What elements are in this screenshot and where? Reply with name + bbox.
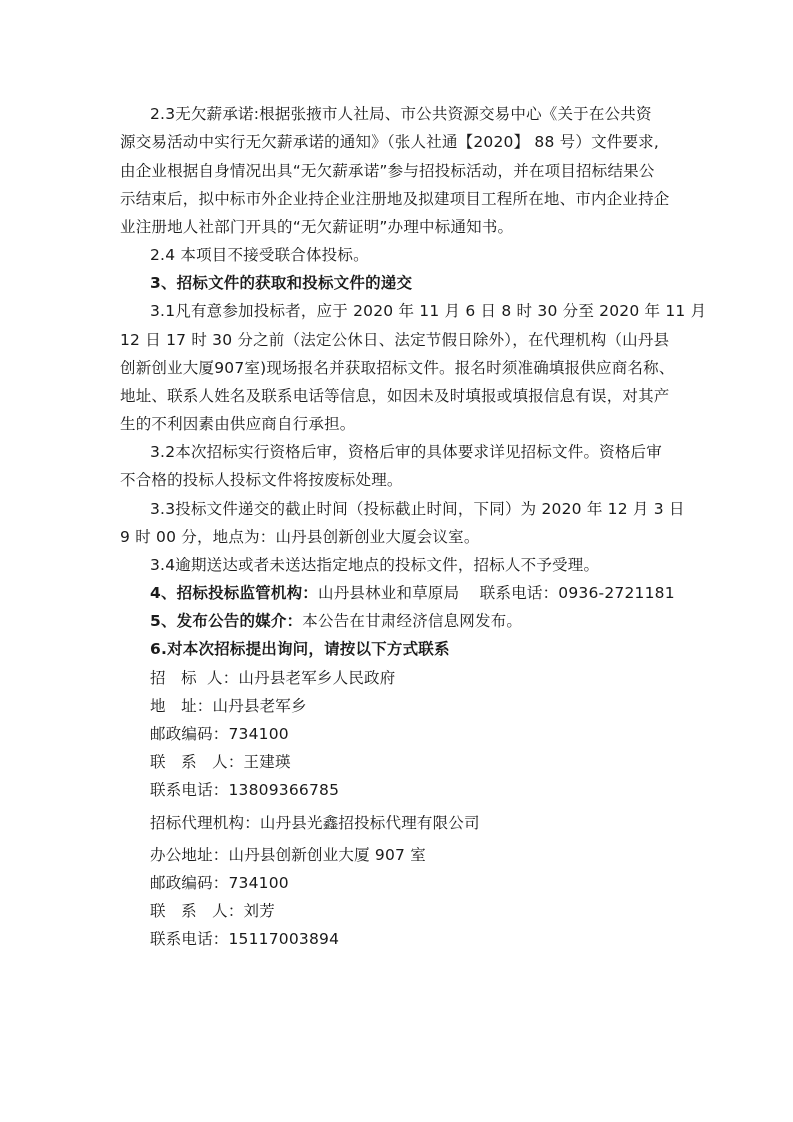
para-3-3-line-1: 3.3投标文件递交的截止时间（投标截止时间，下同）为 2020 年 12 月 3 日 <box>150 500 685 518</box>
para-3-3-line-2: 9 时 00 分，地点为：山丹县创新创业大厦会议室。 <box>120 528 480 546</box>
para-3-1-line-5: 生的不利因素由供应商自行承担。 <box>120 415 356 433</box>
agency-address: 办公地址：山丹县创新创业大厦 907 室 <box>150 846 426 864</box>
agency-postcode: 邮政编码：734100 <box>150 874 289 892</box>
contact-person: 联 系 人：王建瑛 <box>150 753 291 771</box>
para-3-1-line-2: 12 日 17 时 30 分之前（法定公休日、法定节假日除外），在代理机构（山丹县 <box>120 331 670 349</box>
agency-contact-person: 联 系 人：刘芳 <box>150 902 275 920</box>
heading-5 <box>150 611 522 631</box>
para-2-3-line-5: 业注册地人社部门开具的“无欠薪证明”办理中标通知书。 <box>120 218 514 236</box>
contact-tenderer: 招 标 人：山丹县老军乡人民政府 <box>150 669 396 687</box>
heading-5-label: 5、发布公告的媒介： <box>150 612 303 630</box>
heading-4-value: 山丹县林业和草原局 联系电话：0936-2721181 <box>318 584 675 602</box>
heading-3: 3、招标文件的获取和投标文件的递交 <box>150 274 413 292</box>
heading-6: 6.对本次招标提出询问，请按以下方式联系 <box>150 640 450 658</box>
para-2-4: 2.4 本项目不接受联合体投标。 <box>150 246 369 264</box>
para-3-4: 3.4逾期送达或者未送达指定地点的投标文件，招标人不予受理。 <box>150 556 600 574</box>
contact-address: 地 址：山丹县老军乡 <box>150 697 307 715</box>
contact-postcode: 邮政编码：734100 <box>150 725 289 743</box>
heading-4-label: 4、招标投标监管机构： <box>150 584 318 602</box>
para-3-2-line-2: 不合格的投标人投标文件将按废标处理。 <box>120 471 403 489</box>
heading-4 <box>150 583 675 603</box>
heading-5-value: 本公告在甘肃经济信息网发布。 <box>302 612 523 630</box>
contact-phone: 联系电话：13809366785 <box>150 781 340 799</box>
para-3-1-line-1: 3.1凡有意参加投标者，应于 2020 年 11 月 6 日 8 时 30 分至 2020 年 11 月 <box>150 302 707 320</box>
para-2-3-line-3: 由企业根据自身情况出具“无欠薪承诺”参与招投标活动，并在项目招标结果公 <box>120 162 655 180</box>
para-2-3-line-1: 2.3无欠薪承诺:根据张掖市人社局、市公共资源交易中心《关于在公共资 <box>150 105 652 123</box>
agency-phone: 联系电话：15117003894 <box>150 930 340 948</box>
para-3-1-line-4: 地址、联系人姓名及联系电话等信息，如因未及时填报或填报信息有误，对其产 <box>120 387 670 405</box>
agency-name: 招标代理机构：山丹县光鑫招投标代理有限公司 <box>150 814 480 832</box>
para-2-3-line-2: 源交易活动中实行无欠薪承诺的通知》（张人社通【2020】 88 号）文件要求, <box>120 133 660 151</box>
para-2-3-line-4: 示结束后，拟中标市外企业持企业注册地及拟建项目工程所在地、市内企业持企 <box>120 190 670 208</box>
para-3-1-line-3: 创新创业大厦907室)现场报名并获取招标文件。报名时须准确填报供应商名称、 <box>120 359 675 377</box>
para-3-2-line-1: 3.2本次招标实行资格后审，资格后审的具体要求详见招标文件。资格后审 <box>150 443 662 461</box>
